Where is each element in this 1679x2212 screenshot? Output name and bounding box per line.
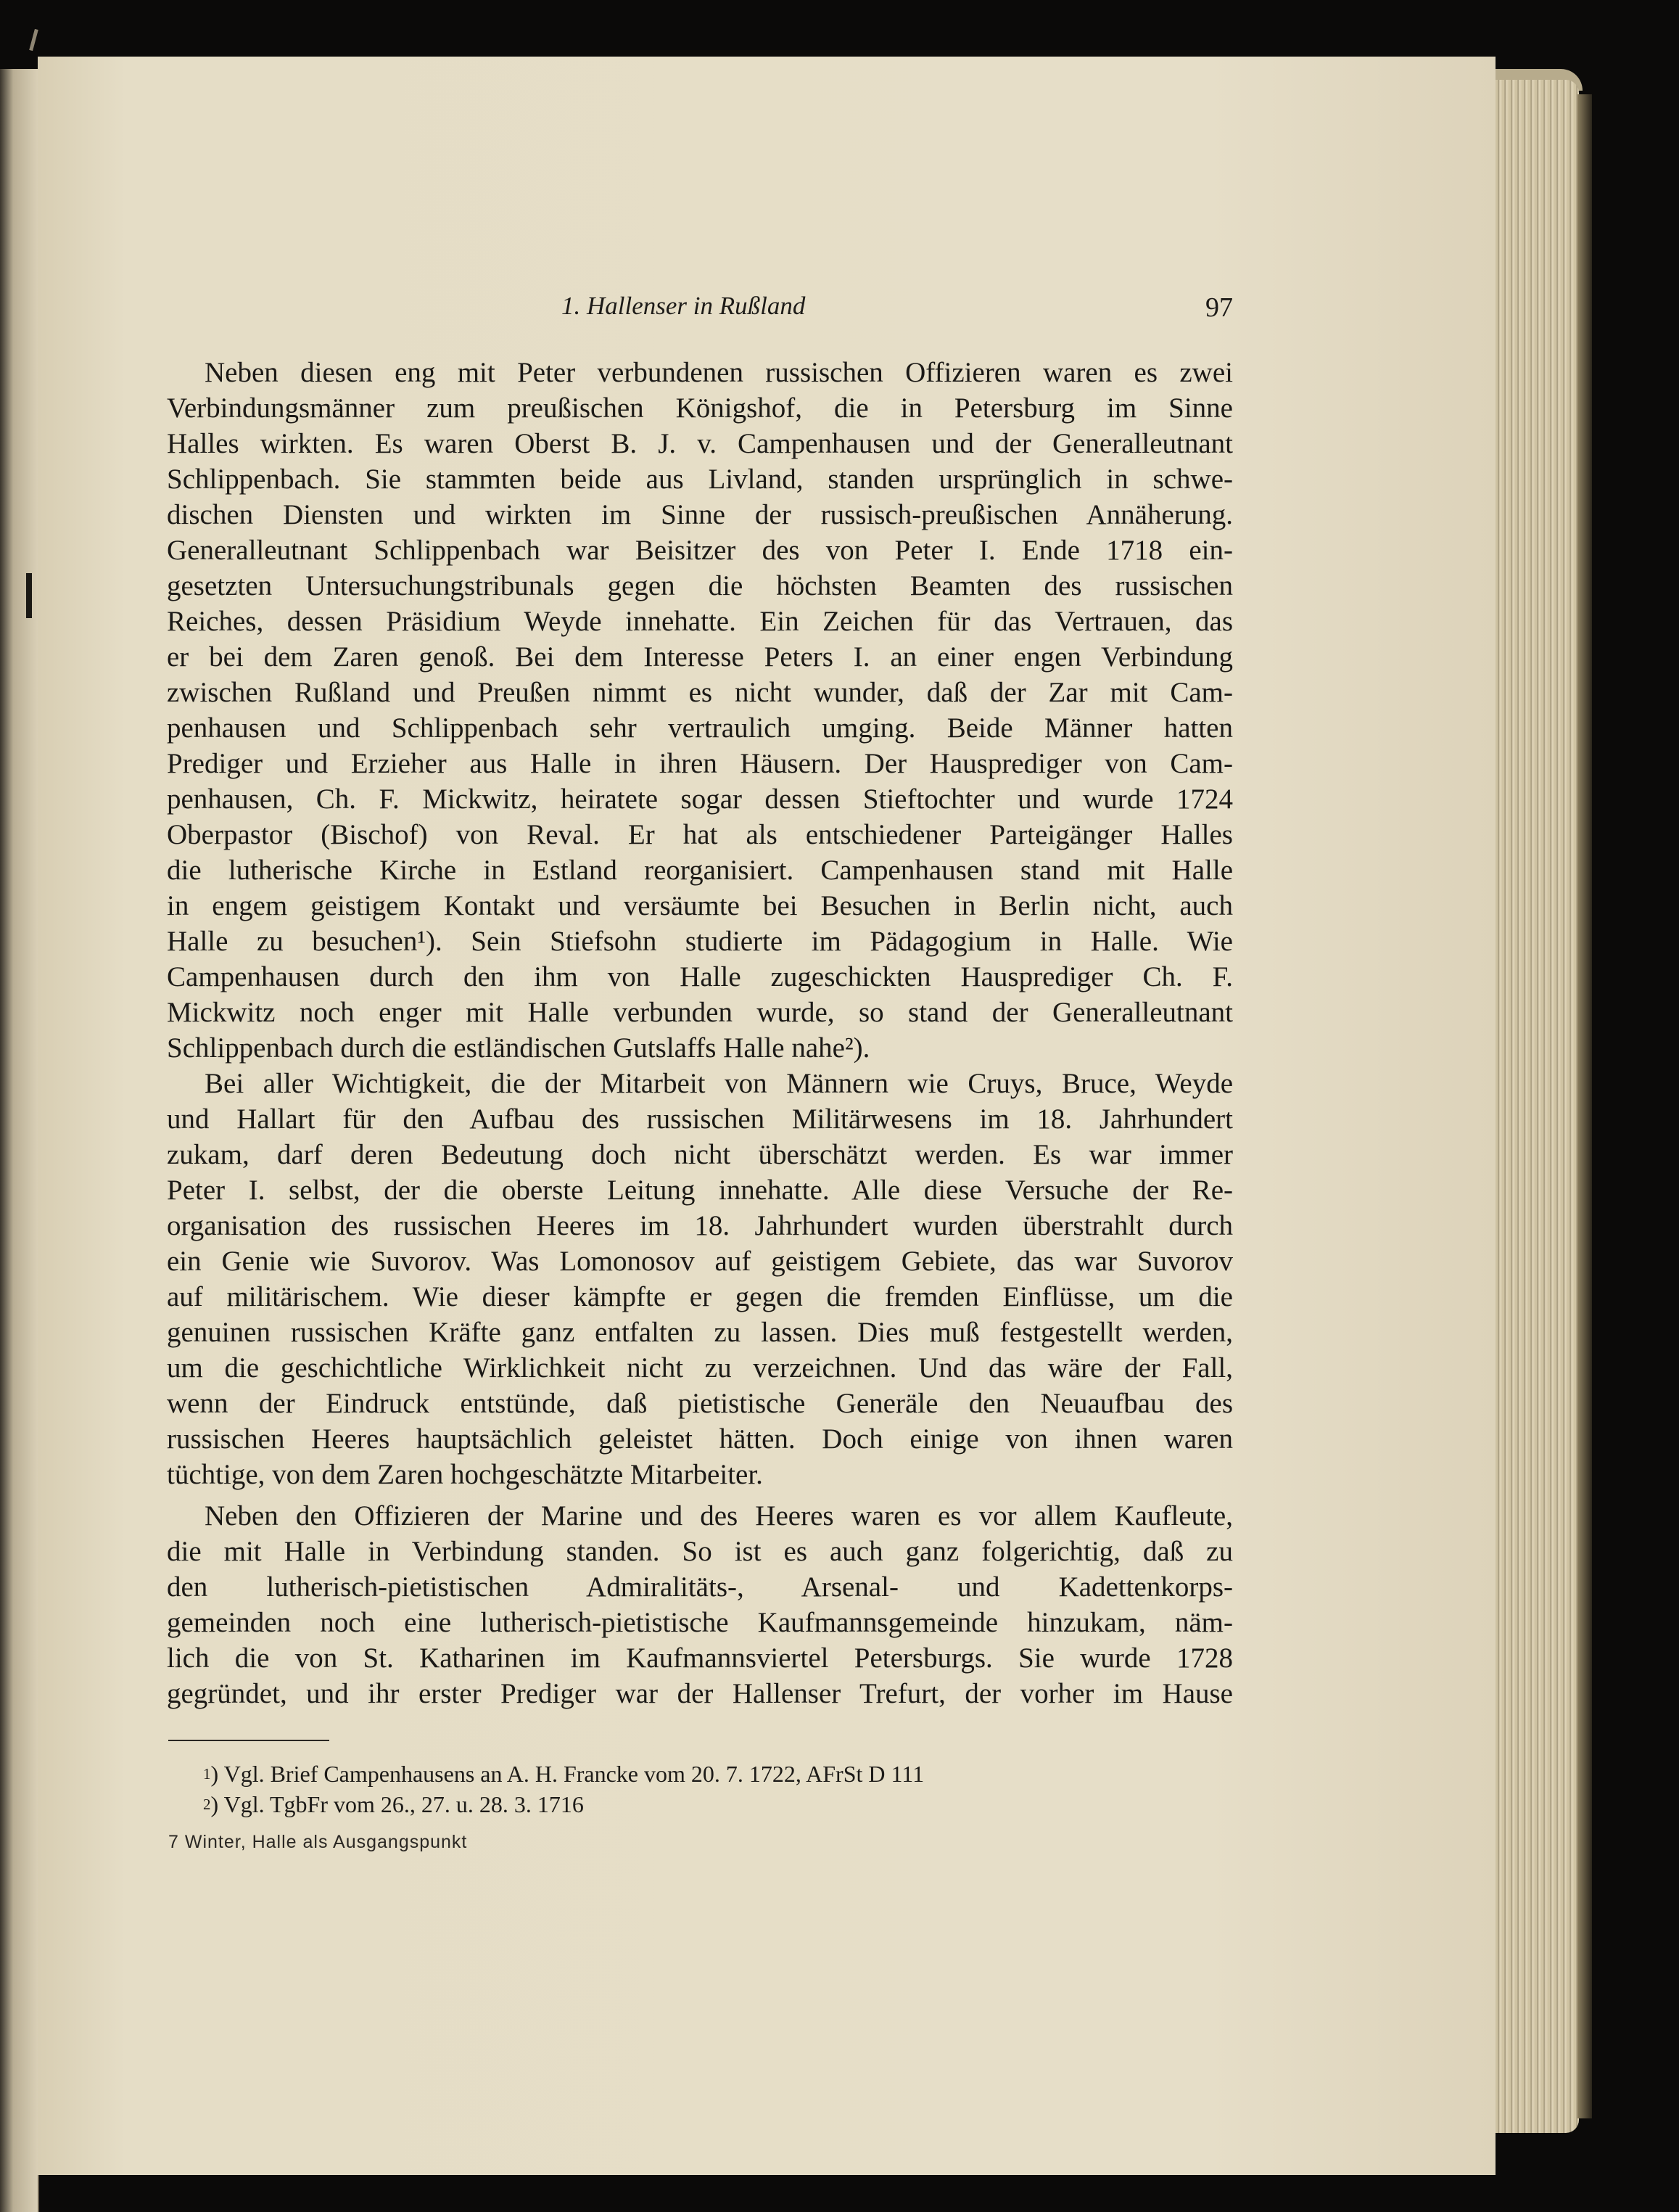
- page-number: 97: [1205, 292, 1233, 323]
- body-line: Neben diesen eng mit Peter verbundenen russischen Offizieren waren es zwei: [205, 357, 1233, 388]
- chapter-title: 1. Hallenser in Rußland: [561, 292, 806, 320]
- footnote-text: ) Vgl. Brief Campenhausens an A. H. Francke vom 20. 7. 1722, AFrSt D 111: [210, 1761, 925, 1787]
- body-line: Halles wirkten. Es waren Oberst B. J. v. Campenhausen und der Generalleutnant: [167, 428, 1233, 459]
- body-line: Bei aller Wichtigkeit, die der Mitarbeit von Männern wie Cruys, Bruce, Weyde: [205, 1068, 1233, 1099]
- body-line: und Hallart für den Aufbau des russischen Militärwesens im 18. Jahrhundert: [167, 1103, 1233, 1135]
- body-line: in engem geistigem Kontakt und versäumte bei Besuchen in Berlin nicht, auch: [167, 890, 1233, 921]
- body-line: er bei dem Zaren genoß. Bei dem Interesse Peters I. an einer engen Verbindung: [167, 641, 1233, 673]
- facing-page-edge: [0, 69, 39, 2212]
- body-line: genuinen russischen Kräfte ganz entfalten zu lassen. Dies muß festgestellt werden,: [167, 1317, 1233, 1348]
- footnote-mark: 2: [203, 1796, 211, 1813]
- body-line: lich die von St. Katharinen im Kaufmannsviertel Petersburgs. Sie wurde 1728: [167, 1642, 1233, 1674]
- body-line: Verbindungsmänner zum preußischen Königshof, die in Petersburg im Sinne: [167, 392, 1233, 424]
- body-line: penhausen und Schlippenbach sehr vertraulich umging. Beide Männer hatten: [167, 712, 1233, 744]
- body-line: die mit Halle in Verbindung standen. So ist es auch ganz folgerichtig, daß zu: [167, 1536, 1233, 1567]
- running-head: [167, 292, 1233, 328]
- facing-page-mark: [26, 573, 32, 618]
- page-stack-edges: [1496, 80, 1579, 2133]
- body-line: russischen Heeres hauptsächlich geleistet hätten. Doch einige von ihnen waren: [167, 1423, 1233, 1455]
- body-line: auf militärischem. Wie dieser kämpfte er gegen die fremden Einflüsse, um die: [167, 1281, 1233, 1312]
- body-line: ein Genie wie Suvorov. Was Lomonosov auf geistigem Gebiete, das war Suvorov: [167, 1246, 1233, 1277]
- body-line: Schlippenbach. Sie stammten beide aus Livland, standen ursprünglich in schwe-: [167, 464, 1233, 495]
- footnote-mark: 1: [203, 1765, 211, 1783]
- body-line: Campenhausen durch den ihm von Halle zugeschickten Hausprediger Ch. F.: [167, 961, 1233, 992]
- body-line: Generalleutnant Schlippenbach war Beisitzer des von Peter I. Ende 1718 ein-: [167, 535, 1233, 566]
- body-line: um die geschichtliche Wirklichkeit nicht zu verzeichnen. Und das wäre der Fall,: [167, 1352, 1233, 1383]
- page-stack-shadow: [1577, 94, 1592, 2118]
- body-line: organisation des russischen Heeres im 18. Jahrhundert wurden überstrahlt durch: [167, 1210, 1233, 1241]
- body-line: Prediger und Erzieher aus Halle in ihren Häusern. Der Hausprediger von Cam-: [167, 748, 1233, 779]
- footnote: [203, 1759, 924, 1791]
- body-line: penhausen, Ch. F. Mickwitz, heiratete sogar dessen Stieftochter und wurde 1724: [167, 784, 1233, 815]
- body-line: Schlippenbach durch die estländischen Gutslaffs Halle nahe²).: [167, 1032, 870, 1064]
- footnote-rule: [168, 1740, 329, 1741]
- body-line: zwischen Rußland und Preußen nimmt es nicht wunder, daß der Zar mit Cam-: [167, 677, 1233, 708]
- body-line: den lutherisch-pietistischen Admiralitäts-, Arsenal- und Kadettenkorps-: [167, 1571, 1233, 1603]
- body-line: gemeinden noch eine lutherisch-pietistische Kaufmannsgemeinde hinzukam, näm-: [167, 1607, 1233, 1638]
- body-line: Oberpastor (Bischof) von Reval. Er hat als entschiedener Parteigänger Halles: [167, 819, 1233, 850]
- printer-signature: 7 Winter, Halle als Ausgangspunkt: [168, 1832, 468, 1852]
- body-line: gesetzten Untersuchungstribunals gegen die höchsten Beamten des russischen: [167, 570, 1233, 601]
- body-line: Peter I. selbst, der die oberste Leitung innehatte. Alle diese Versuche der Re-: [167, 1175, 1233, 1206]
- body-line: Halle zu besuchen¹). Sein Stiefsohn studierte im Pädagogium in Halle. Wie: [167, 926, 1233, 957]
- body-line: Mickwitz noch enger mit Halle verbunden wurde, so stand der Generalleutnant: [167, 997, 1233, 1028]
- body-line: gegründet, und ihr erster Prediger war der Hallenser Trefurt, der vorher im Hause: [167, 1678, 1233, 1709]
- dust-speck: [29, 29, 38, 51]
- body-line: Reiches, dessen Präsidium Weyde innehatte. Ein Zeichen für das Vertrauen, das: [167, 606, 1233, 637]
- body-line: dischen Diensten und wirkten im Sinne der russisch-preußischen Annäherung.: [167, 499, 1233, 530]
- body-line: wenn der Eindruck entstünde, daß pietistische Generäle den Neuaufbau des: [167, 1388, 1233, 1419]
- footnote: [203, 1790, 584, 1822]
- body-line: zukam, darf deren Bedeutung doch nicht überschätzt werden. Es war immer: [167, 1139, 1233, 1170]
- body-line: Neben den Offizieren der Marine und des Heeres waren es vor allem Kaufleute,: [205, 1500, 1233, 1531]
- body-line: die lutherische Kirche in Estland reorganisiert. Campenhausen stand mit Halle: [167, 855, 1233, 886]
- body-line: tüchtige, von dem Zaren hochgeschätzte Mitarbeiter.: [167, 1459, 763, 1490]
- footnote-text: ) Vgl. TgbFr vom 26., 27. u. 28. 3. 1716: [210, 1791, 584, 1817]
